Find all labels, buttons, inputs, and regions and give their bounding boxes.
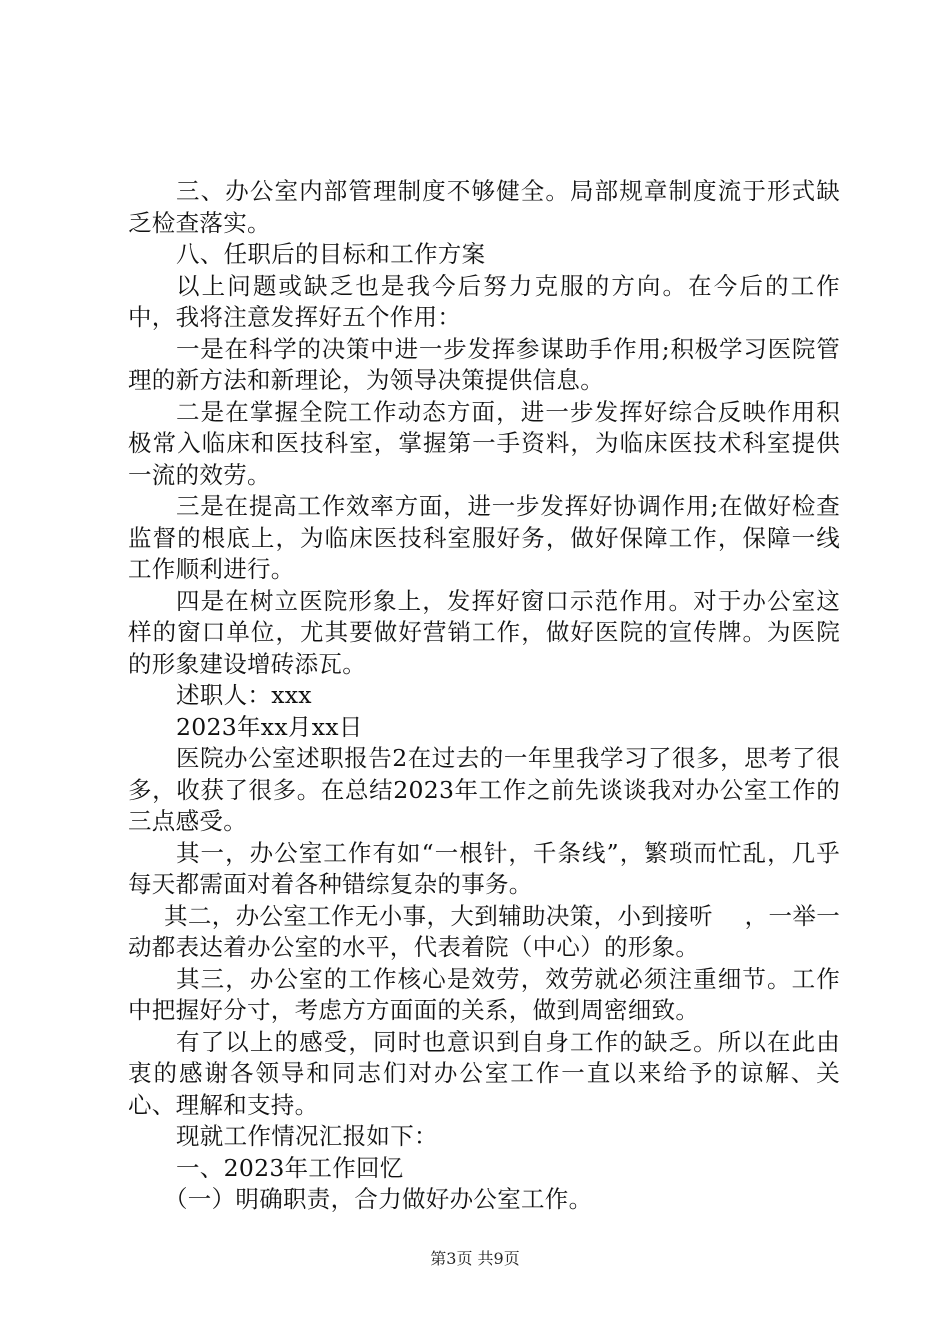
paragraph-role-four: 四是在树立医院形象上，发挥好窗口示范作用。对于办公室这样的窗口单位，尤其要做好营销工作，做好医院的宣传牌。为医院的形象建设增砖添瓦。 — [128, 586, 840, 678]
paragraph-gratitude: 有了以上的感受，同时也意识到自身工作的缺乏。所以在此由衷的感谢各领导和同志们对办公室工作一直以来给予的谅解、关心、理解和支持。 — [128, 1027, 840, 1119]
paragraph-subheading-duties: （一）明确职责，合力做好办公室工作。 — [164, 1185, 593, 1213]
document-body — [128, 176, 840, 1216]
paragraph-management-system: 三、办公室内部管理制度不够健全。局部规章制度流于形式缺乏检查落实。 — [128, 177, 840, 237]
paragraph-heading-review: 一、2023年工作回忆 — [176, 1153, 404, 1182]
paragraph-date: 2023年xx月xx日 — [176, 712, 363, 741]
paragraph-feeling-three: 其三，办公室的工作核心是效劳，效劳就必须注重细节。工作中把握好分寸，考虑方方面面的关系，做到周密细致。 — [128, 964, 840, 1024]
paragraph-report-intro: 现就工作情况汇报如下： — [176, 1122, 438, 1150]
paragraph-report-two-intro: 医院办公室述职报告2在过去的一年里我学习了很多，思考了很多，收获了很多。在总结2023年工作之前先谈谈我对办公室工作的三点感受。 — [128, 744, 840, 835]
page-number-footer: 第3页 共9页 — [430, 1249, 520, 1268]
paragraph-role-one: 一是在科学的决策中进一步发挥参谋助手作用;积极学习医院管理的新方法和新理论，为领导决策提供信息。 — [128, 334, 840, 394]
paragraph-five-roles-intro: 以上问题或缺乏也是我今后努力克服的方向。在今后的工作中，我将注意发挥好五个作用： — [128, 271, 840, 331]
paragraph-role-three: 三是在提高工作效率方面，进一步发挥好协调作用;在做好检查监督的根底上，为临床医技科室服好务，做好保障工作，保障一线工作顺利进行。 — [128, 492, 840, 583]
paragraph-signature: 述职人：xxx — [176, 681, 312, 709]
paragraph-role-two: 二是在掌握全院工作动态方面，进一步发挥好综合反映作用积极常入临床和医技科室，掌握第一手资料，为临床医技术科室提供一流的效劳。 — [128, 397, 840, 489]
paragraph-feeling-two: 其二，办公室工作无小事，大到辅助决策，小到接听 ，一举一动都表达着办公室的水平，代表着院（中心）的形象。 — [128, 901, 840, 961]
paragraph-feeling-one: 其一，办公室工作有如“一根针，千条线”，繁琐而忙乱，几乎每天都需面对着各种错综复杂的事务。 — [128, 838, 840, 898]
paragraph-heading-goals: 八、任职后的目标和工作方案 — [176, 240, 486, 268]
